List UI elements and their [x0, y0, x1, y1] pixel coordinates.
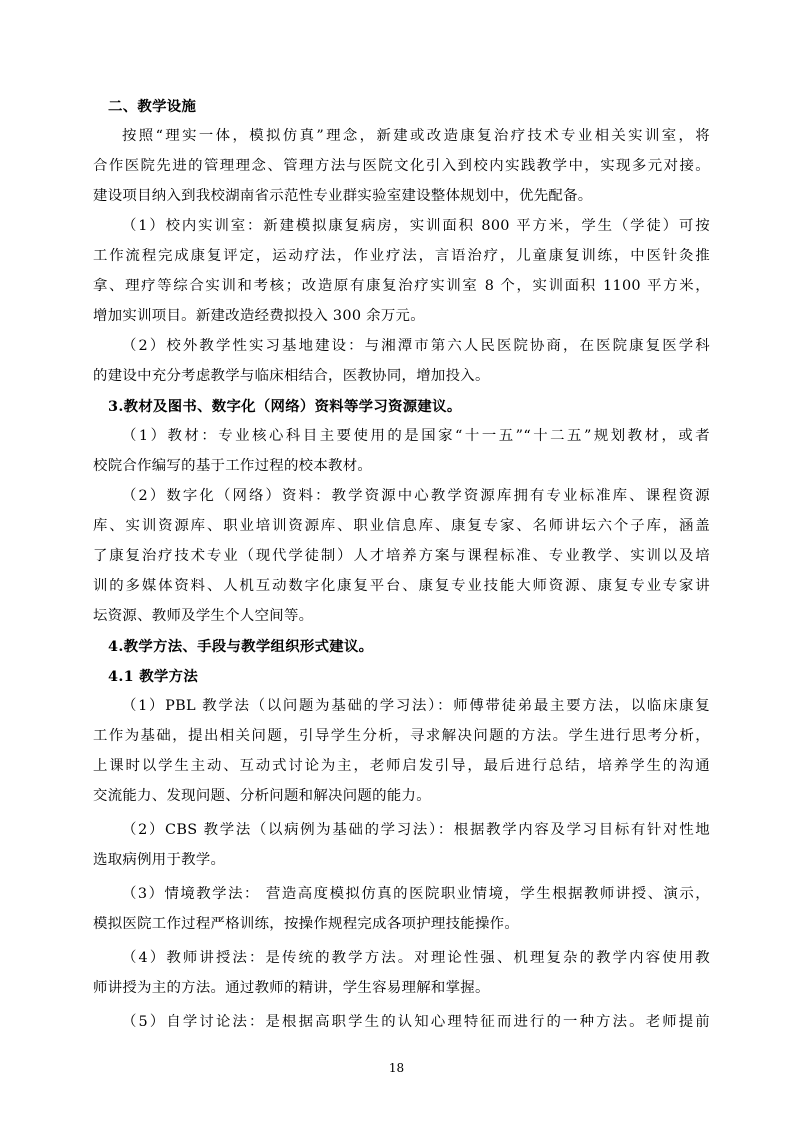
paragraph-line: （1）校内实训室：新建模拟康复病房，实训面积 800 平方米，学生（学徒）可按 — [122, 218, 710, 234]
paragraph-line: 模拟医院工作过程严格训练，按操作规程完成各项护理技能操作。 — [93, 916, 520, 932]
paragraph-line: 合作医院先进的管理理念、管理方法与医院文化引入到校内实践教学中，实现多元对接。 — [93, 158, 710, 174]
paragraph-line: （1）教材：专业核心科目主要使用的是国家“十一五”“十二五”规划教材，或者 — [122, 428, 710, 444]
subsection-heading-4-1: 4.1 教学方法 — [108, 668, 199, 685]
paragraph-line: 建设项目纳入到我校湖南省示范性专业群实验室建设整体规划中，优先配备。 — [93, 188, 593, 204]
paragraph-line: 按照“理实一体，模拟仿真”理念，新建或改造康复治疗技术专业相关实训室，将 — [122, 128, 710, 144]
page-number: 18 — [388, 1061, 405, 1075]
paragraph-line: （1）PBL 教学法（以问题为基础的学习法）：师傅带徒弟最主要方法，以临床康复 — [122, 698, 710, 714]
section-heading-teaching-methods: 4.教学方法、手段与教学组织形式建议。 — [108, 638, 374, 655]
paragraph-line: （4）教师讲授法：是传统的教学方法。对理论性强、机理复杂的教学内容使用教 — [122, 950, 710, 966]
paragraph-line: 校院合作编写的基于工作过程的校本教材。 — [93, 458, 373, 474]
paragraph-line: 选取病例用于教学。 — [93, 852, 226, 868]
section-heading-teaching-facilities: 二、教学设施 — [108, 98, 197, 115]
paragraph-line: 训的多媒体资料、人机互动数字化康复平台、康复专业技能大师资源、康复专业专家讲 — [93, 578, 710, 594]
paragraph-line: （2）数字化（网络）资料：教学资源中心教学资源库拥有专业标准库、课程资源 — [122, 488, 710, 504]
paragraph-line: 拿、理疗等综合实训和考核；改造原有康复治疗实训室 8 个，实训面积 1100 平方米， — [93, 278, 710, 294]
paragraph-line: 师讲授为主的方法。通过教师的精讲，学生容易理解和掌握。 — [93, 980, 490, 996]
page-body — [93, 96, 710, 1033]
paragraph-line: 工作流程完成康复评定，运动疗法，作业疗法，言语治疗，儿童康复训练，中医针灸推 — [93, 248, 710, 264]
paragraph-line: （3）情境教学法： 营造高度模拟仿真的医院职业情境，学生根据教师讲授、演示， — [122, 886, 710, 902]
paragraph-line: （5）自学讨论法：是根据高职学生的认知心理特征而进行的一种方法。老师提前 — [122, 1014, 710, 1030]
paragraph-line: 库、实训资源库、职业培训资源库、职业信息库、康复专家、名师讲坛六个子库，涵盖 — [93, 518, 710, 534]
paragraph-line: （2）CBS 教学法（以病例为基础的学习法）：根据教学内容及学习目标有针对性地 — [122, 822, 710, 838]
paragraph-line: 坛资源、教师及学生个人空间等。 — [93, 608, 314, 624]
paragraph-line: 上课时以学生主动、互动式讨论为主，老师启发引导，最后进行总结，培养学生的沟通 — [93, 758, 710, 774]
section-heading-learning-resources: 3.教材及图书、数字化（网络）资料等学习资源建议。 — [108, 398, 462, 415]
paragraph-line: （2）校外教学性实习基地建设：与湘潭市第六人民医院协商，在医院康复医学科 — [122, 338, 710, 354]
paragraph-line: 增加实训项目。新建改造经费拟投入 300 余万元。 — [93, 308, 425, 324]
paragraph-line: 交流能力、发现问题、分析问题和解决问题的能力。 — [93, 788, 431, 804]
paragraph-line: 工作为基础，提出相关问题，引导学生分析，寻求解决问题的方法。学生进行思考分析， — [93, 728, 710, 744]
paragraph-line: 的建设中充分考虑教学与临床相结合，医教协同，增加投入。 — [93, 368, 490, 384]
paragraph-line: 了康复治疗技术专业（现代学徒制）人才培养方案与课程标准、专业教学、实训以及培 — [93, 548, 710, 564]
